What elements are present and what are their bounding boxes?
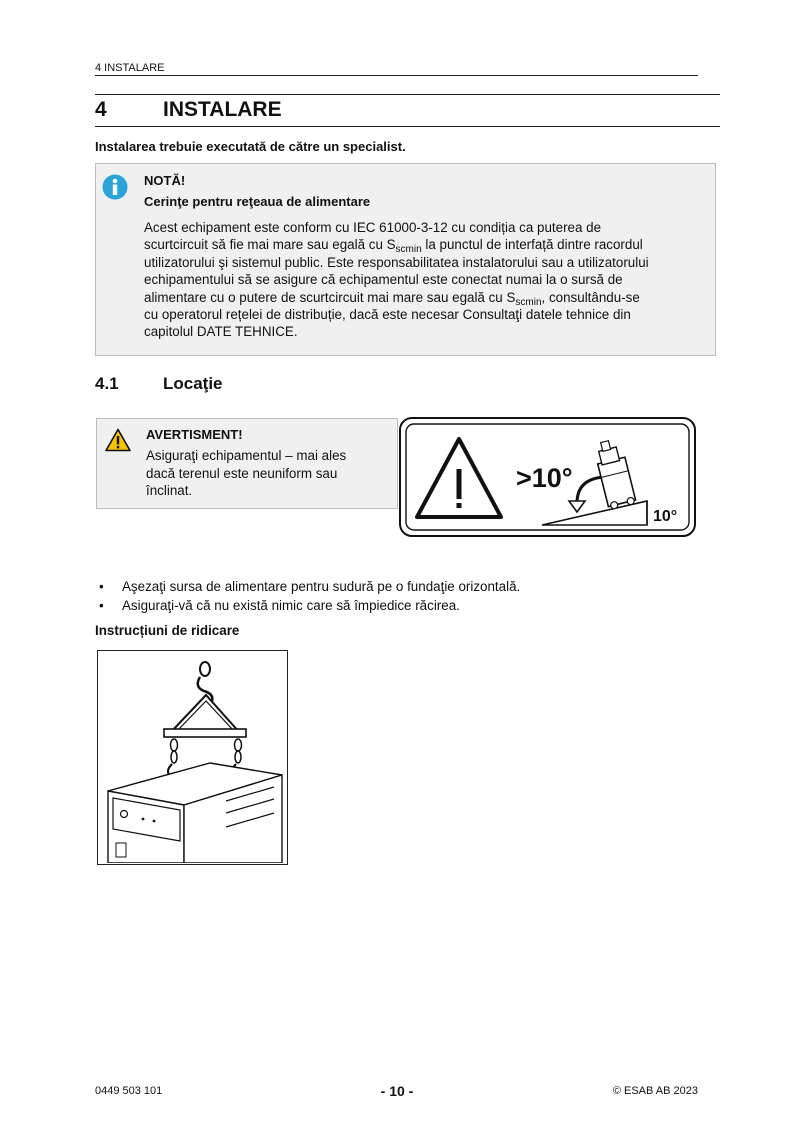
tilt-slope-label: 10° (653, 508, 678, 525)
note-subtitle: Cerinţe pentru reţeaua de alimentare (144, 194, 371, 209)
intro-text: Instalarea trebuie executată de către un specialist. (95, 139, 406, 154)
copyright: © ESAB AB 2023 (612, 1085, 698, 1097)
lifting-illustration (98, 651, 286, 863)
note-line: Acest echipament este conform cu IEC 61000-3-12 cu condiția ca puterea de (144, 220, 602, 235)
section-number: 4 (95, 98, 107, 121)
note-line: alimentare cu o putere de scurtcircuit mai mare sau egală cu $S_{scmin}$, consultându-se (144, 289, 640, 308)
note-line: capitolul DATE TEHNICE. (144, 324, 298, 340)
warning-triangle-icon (105, 428, 131, 452)
lifting-figure (97, 650, 288, 865)
bullet-item: • Aşezaţi sursa de alimentare pentru sudură pe o fundaţie orizontală. (99, 578, 520, 597)
subsection-title-text: Locaţie (163, 374, 223, 393)
section-rule-top (95, 94, 720, 95)
warning-line: Asiguraţi echipamentul – mai ales (146, 448, 347, 463)
warning-line: dacă terenul este neuniform sau (146, 465, 338, 481)
note-line: echipamentului să se asigure că echipamentul este conectat numai la o sursă de (144, 272, 623, 288)
warning-body (146, 447, 386, 500)
doc-number: 0449 503 101 (95, 1085, 163, 1097)
lifting-title: Instrucțiuni de ridicare (95, 623, 240, 638)
note-title: NOTĂ! (144, 173, 186, 188)
page-number: - 10 - (380, 1083, 414, 1099)
warning-line: înclinat. (146, 483, 193, 498)
note-body (144, 219, 704, 341)
info-icon (102, 174, 128, 200)
running-header: 4 INSTALARE (95, 62, 165, 74)
subsection-title (95, 374, 223, 394)
section-title-text: INSTALARE (163, 98, 282, 121)
warning-title: AVERTISMENT! (146, 427, 243, 442)
note-line: cu operatorul rețelei de distribuție, dacă este necesar Consultaţi datele tehnice din (144, 307, 631, 323)
section-rule-bottom (95, 126, 720, 127)
bullet-item: • Asiguraţi-vă că nu există nimic care să împiedice răcirea. (99, 597, 520, 616)
header-rule (95, 75, 698, 76)
location-bullets (99, 578, 520, 615)
note-line: utilizatorului şi sistemul public. Este responsabilitatea instalatorului sau a utilizatorului (144, 254, 649, 270)
subsection-number: 4.1 (95, 374, 119, 393)
tilt-warning-figure (399, 417, 696, 565)
section-title (95, 98, 282, 122)
note-line: scurtcircuit să fie mai mare sau egală cu $S_{scmin}$ la punctul de interfață dintre racordul (144, 237, 643, 256)
tilt-angle-label: >10° (516, 463, 573, 493)
